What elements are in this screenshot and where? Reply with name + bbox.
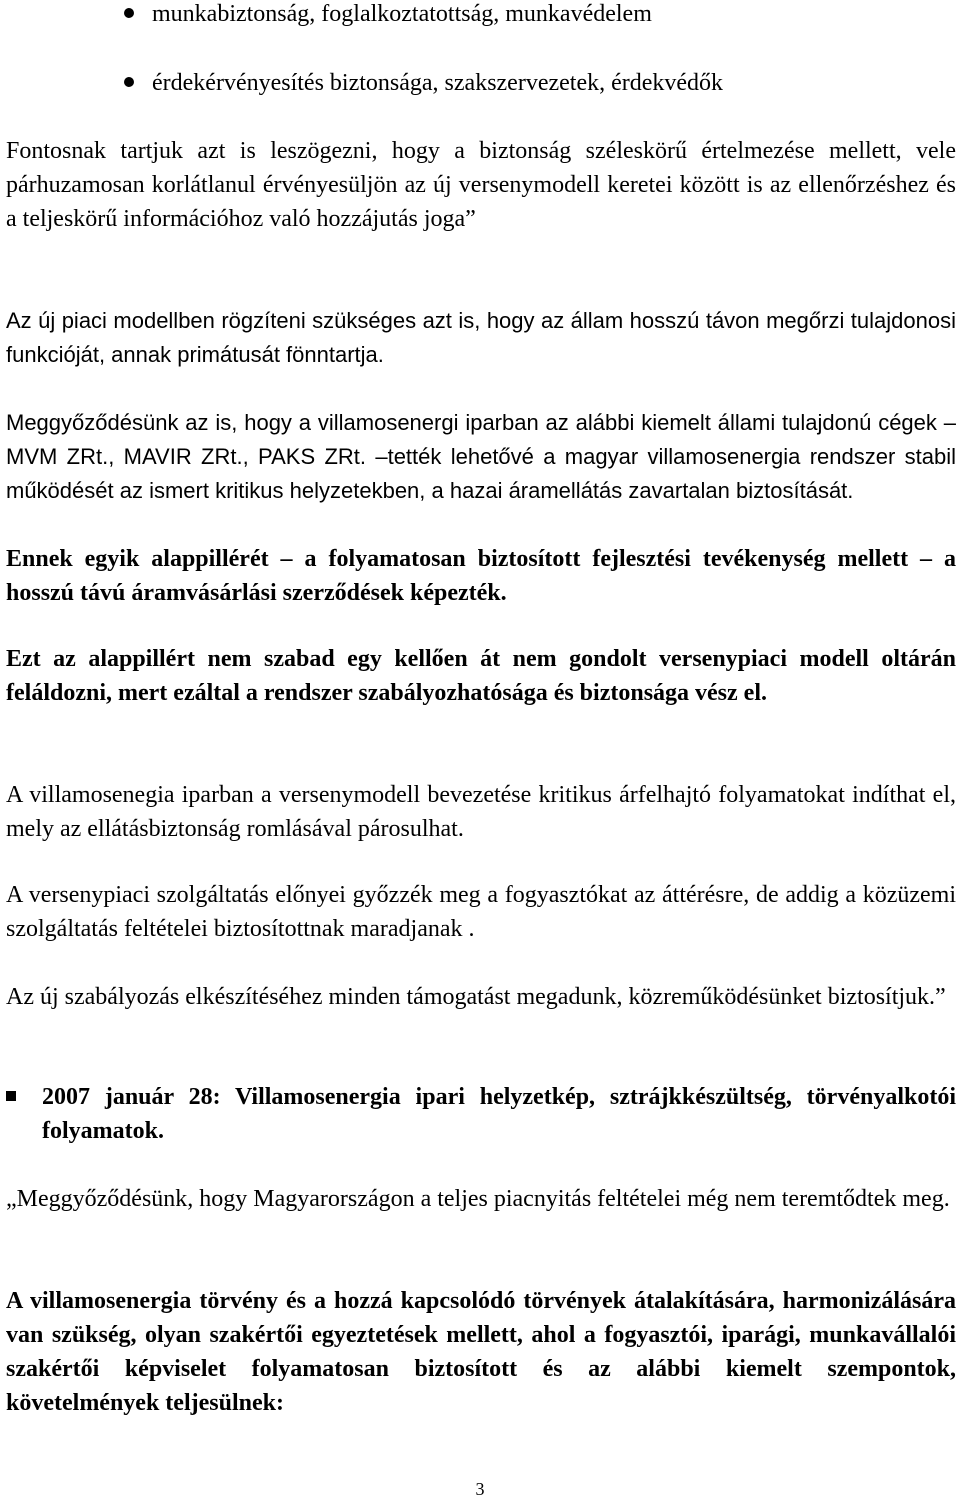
paragraph-meggyozodesunk: Meggyőződésünk az is, hogy a villamosenergi iparban az alábbi kiemelt állami tulajdonú cégek – MVM ZRt., MAVIR ZRt., PAKS ZRt. –tették lehetővé a magyar villamosenergia rendszer stabil működését az ismert kritikus helyzetekben, a hazai áramellátás zavartalan biztosítását. — [6, 410, 956, 503]
bullet-item — [152, 0, 652, 31]
paragraph-torveny-atalakitas: A villamosenergia törvény és a hozzá kapcsolódó törvények átalakítására, harmonizálására van szükség, olyan szakértői egyeztetések mellett, ahol a fogyasztói, iparági, munkavállalói szakértői képviselet folyamatosan biztosított és az alábbi kiemelt szempontok, követelmények teljesülnek: — [6, 1288, 956, 1416]
paragraph-versenymodell: A villamosenegia iparban a versenymodell bevezetése kritikus árfelhajtó folyamatokat indíthat el, mely az ellátásbiztonság romlásával párosulhat. — [6, 782, 956, 842]
bullet-dot-icon — [124, 8, 134, 18]
bullet-dot-icon — [124, 77, 134, 87]
paragraph-piaci-modell: Az új piaci modellben rögzíteni szükséges azt is, hogy az állam hosszú távon megőrzi tulajdonosi funkcióját, annak primátusát fönntartja. — [6, 308, 956, 367]
bullet-text: érdekérvényesítés biztonsága, szakszervezetek, érdekvédők — [152, 70, 724, 96]
paragraph-versenypiaci: A versenypiaci szolgáltatás előnyei győzzék meg a fogyasztókat az áttérésre, de addig a közüzemi szolgáltatás feltételei biztosítottnak maradjanak . — [6, 882, 956, 942]
bullet-text: munkabiztonság, foglalkoztatottság, munkavédelem — [152, 1, 652, 27]
section-heading-text: 2007 január 28: Villamosenergia ipari helyzetkép, sztrájkkészültség, törvényalkotói folyamatok. — [42, 1084, 956, 1144]
page-number: 3 — [475, 1479, 485, 1499]
paragraph-szabalyozas: Az új szabályozás elkészítéséhez minden támogatást megadunk, közreműködésünket biztosítjuk.” — [6, 984, 946, 1010]
paragraph-piacnyitas: „Meggyőződésünk, hogy Magyarországon a teljes piacnyitás feltételei még nem teremtődtek meg. — [6, 1186, 950, 1212]
paragraph-alappiller: Ennek egyik alappillérét – a folyamatosan biztosított fejlesztési tevékenység mellett – a hosszú távú áramvásárlási szerződések képezték. — [6, 546, 956, 606]
square-bullet-icon — [6, 1091, 16, 1101]
bullet-item — [152, 66, 723, 100]
paragraph-fontosnak: Fontosnak tartjuk azt is leszögezni, hogy a biztonság széleskörű értelmezése mellett, vele párhuzamosan korlátlanul érvényesüljön az új versenymodell keretei között is az ellenőrzéshez és a teljeskörű információhoz való hozzájutás joga” — [6, 138, 956, 232]
paragraph-ezt-az-alappillert: Ezt az alappillért nem szabad egy kellően át nem gondolt versenypiaci modell oltárán feláldozni, mert ezáltal a rendszer szabályozhatósága és biztonsága vész el. — [6, 646, 956, 706]
